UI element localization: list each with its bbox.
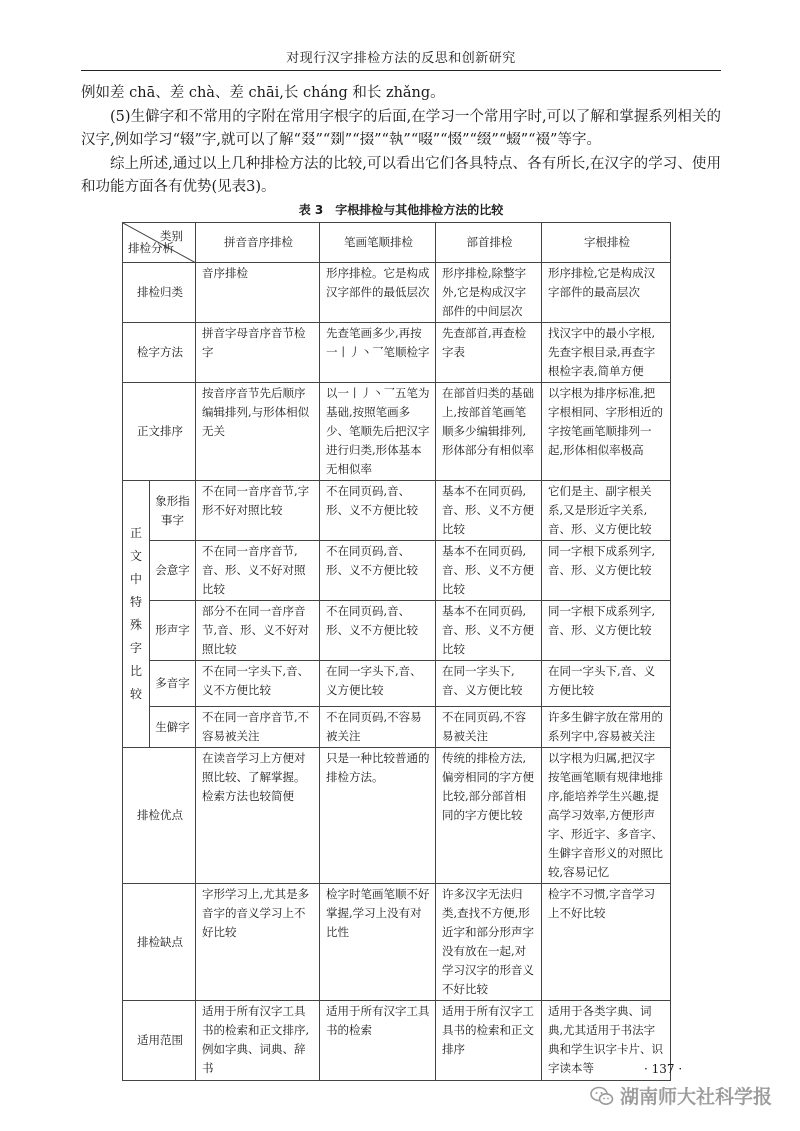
table-row	[123, 601, 671, 661]
table-cell: 适用于各类字典、词典,尤其适用于书法字典和学生识字卡片、识字读本等	[542, 1001, 671, 1081]
table-cell: 不在同页码,音、形、义不方便比较	[320, 481, 436, 541]
paragraph-3: 综上所述,通过以上几种排检方法的比较,可以看出它们各具特点、各有所长,在汉字的学习、使用和功能方面各有优势(见表3)。	[81, 155, 721, 195]
table-cell: 先查笔画多少,再按一丨丿丶乛笔顺检字	[320, 323, 436, 383]
table-cell: 同一字根下成系列字,音、形、义方便比较	[542, 541, 671, 601]
table-cell: 不在同一音序音节,音、形、义不好对照比较	[196, 541, 320, 601]
table-cell: 适用于所有汉字工具书的检索和正文排序	[436, 1001, 542, 1081]
table-row	[123, 1001, 671, 1081]
body-text	[81, 82, 721, 200]
col-header-radical: 部首排检	[436, 223, 542, 263]
table-row	[123, 748, 671, 884]
table-cell: 检字不习惯,字音学习上不好比较	[542, 884, 671, 1001]
row-label: 检字方法	[123, 323, 196, 383]
table-cell: 不在同页码,音、形、义不方便比较	[320, 541, 436, 601]
table-cell: 同一字根下成系列字,音、形、义方便比较	[542, 601, 671, 661]
sub-row-label: 生僻字	[150, 707, 196, 748]
table-cell: 基本不在同页码,音、形、义不方便比较	[436, 481, 542, 541]
table-cell: 先查部首,再查检字表	[436, 323, 542, 383]
col-header-pinyin: 拼音音序排检	[196, 223, 320, 263]
special-chars-group-label	[123, 481, 150, 748]
table-cell: 适用于所有汉字工具书的检索	[320, 1001, 436, 1081]
table-cell: 形序排检。它是构成汉字部件的最低层次	[320, 263, 436, 323]
table-cell: 只是一种比较普通的排检方法。	[320, 748, 436, 884]
table-cell: 音序排检	[196, 263, 320, 323]
table-row	[123, 661, 671, 707]
table-caption: 表 3 字根排检与其他排检方法的比较	[298, 203, 504, 217]
table-cell: 不在同页码,音、形、义不方便比较	[320, 601, 436, 661]
table-row	[123, 383, 671, 481]
table-row	[123, 541, 671, 601]
col-header-root: 字根排检	[542, 223, 671, 263]
table-cell: 它们是主、副字根关系,又是形近字关系,音、形、义方便比较	[542, 481, 671, 541]
table-cell: 以字根为归属,把汉字按笔画笔顺有规律地排序,能培养学生兴趣,提高学习效率,方便形声字、形近字、多音字、生僻字音形义的对照比较,容易记忆	[542, 748, 671, 884]
table-cell: 按音序音节先后顺序编辑排列,与形体相似无关	[196, 383, 320, 481]
table-cell: 在同一字头下,音、义方便比较	[436, 661, 542, 707]
table-cell: 在同一字头下,音、义方便比较	[320, 661, 436, 707]
table-row	[123, 707, 671, 748]
special-chars-group-text: 正文中特殊字比较	[130, 526, 143, 701]
row-label: 排检归类	[123, 263, 196, 323]
table-cell: 不在同页码,不容易被关注	[436, 707, 542, 748]
sub-row-label: 形声字	[150, 601, 196, 661]
row-label: 适用范围	[123, 1001, 196, 1081]
table-cell: 不在同页码,不容易被关注	[320, 707, 436, 748]
table-cell: 许多生僻字放在常用的系列字中,容易被关注	[542, 707, 671, 748]
table-cell: 部分不在同一音序音节,音、形、义不好对照比较	[196, 601, 320, 661]
header-rule	[81, 70, 721, 71]
row-label: 正文排序	[123, 383, 196, 481]
corner-analysis-label: 排检分析	[128, 241, 174, 255]
sub-row-label: 会意字	[150, 541, 196, 601]
watermark	[590, 1082, 772, 1109]
table-cell: 传统的排检方法,偏旁相同的字方便比较,部分部首相同的字方便比较	[436, 748, 542, 884]
table-row	[123, 884, 671, 1001]
table-row	[123, 481, 671, 541]
table-cell: 检字时笔画笔顺不好掌握,学习上没有对比性	[320, 884, 436, 1001]
table-cell: 字形学习上,尤其是多音字的音义学习上不好比较	[196, 884, 320, 1001]
table-cell: 不在同一音序音节,字形不好对照比较	[196, 481, 320, 541]
table-cell: 以字根为排序标准,把字根相同、字形相近的字按笔画笔顺排列一起,形体相似率极高	[542, 383, 671, 481]
table-cell: 形序排检,除整字外,它是构成汉字部件的中间层次	[436, 263, 542, 323]
paragraph-1: 例如差 chā、差 chà、差 chāi,长 cháng 和长 zhǎng。	[81, 85, 445, 101]
table-cell: 适用于所有汉字工具书的检索和正文排序,例如字典、词典、辞书	[196, 1001, 320, 1081]
table-cell: 在部首归类的基础上,按部首笔画笔顺多少编辑排列,形体部分有相似率	[436, 383, 542, 481]
table-cell: 不在同一音序音节,不容易被关注	[196, 707, 320, 748]
table-corner-header	[123, 223, 196, 263]
row-label: 排检优点	[123, 748, 196, 884]
table-cell: 拼音字母音序音节检字	[196, 323, 320, 383]
table-cell: 形序排检,它是构成汉字部件的最高层次	[542, 263, 671, 323]
table-cell: 找汉字中的最小字根,先查字根目录,再查字根检字表,简单方便	[542, 323, 671, 383]
wechat-icon	[590, 1085, 614, 1107]
table-cell: 许多汉字无法归类,查找不方便,形近字和部分形声字没有放在一起,对学习汉字的形音义不好比较	[436, 884, 542, 1001]
paragraph-2: (5)生僻字和不常用的字附在常用字根字的后面,在学习一个常用字时,可以了解和掌握系列相关的汉字,例如学习“辍”字,就可以了解“叕”“剟”“掇”“執”“啜”“惙”“缀”“蝃”“裰”等字。	[81, 108, 721, 148]
comparison-table	[122, 222, 671, 1081]
row-label: 排检缺点	[123, 884, 196, 1001]
running-head: 对现行汉字排检方法的反思和创新研究	[286, 51, 516, 66]
table-cell: 在同一字头下,音、义方便比较	[542, 661, 671, 707]
table-cell: 以一丨丿丶乛五笔为基础,按照笔画多少、笔顺先后把汉字进行归类,形体基本无相似率	[320, 383, 436, 481]
table-row	[123, 323, 671, 383]
corner-category-label: 类别	[160, 229, 183, 243]
col-header-stroke: 笔画笔顺排检	[320, 223, 436, 263]
page-number: · 137 ·	[644, 1062, 683, 1076]
table-cell: 在读音学习上方便对照比较、了解掌握。检索方法也较简便	[196, 748, 320, 884]
table-cell: 基本不在同页码,音、形、义不方便比较	[436, 541, 542, 601]
watermark-text: 湖南师大社科学报	[620, 1086, 773, 1108]
table-cell: 基本不在同页码,音、形、义不方便比较	[436, 601, 542, 661]
sub-row-label: 象形指事字	[150, 481, 196, 541]
table-cell: 不在同一字头下,音、义不方便比较	[196, 661, 320, 707]
sub-row-label: 多音字	[150, 661, 196, 707]
table-row	[123, 263, 671, 323]
